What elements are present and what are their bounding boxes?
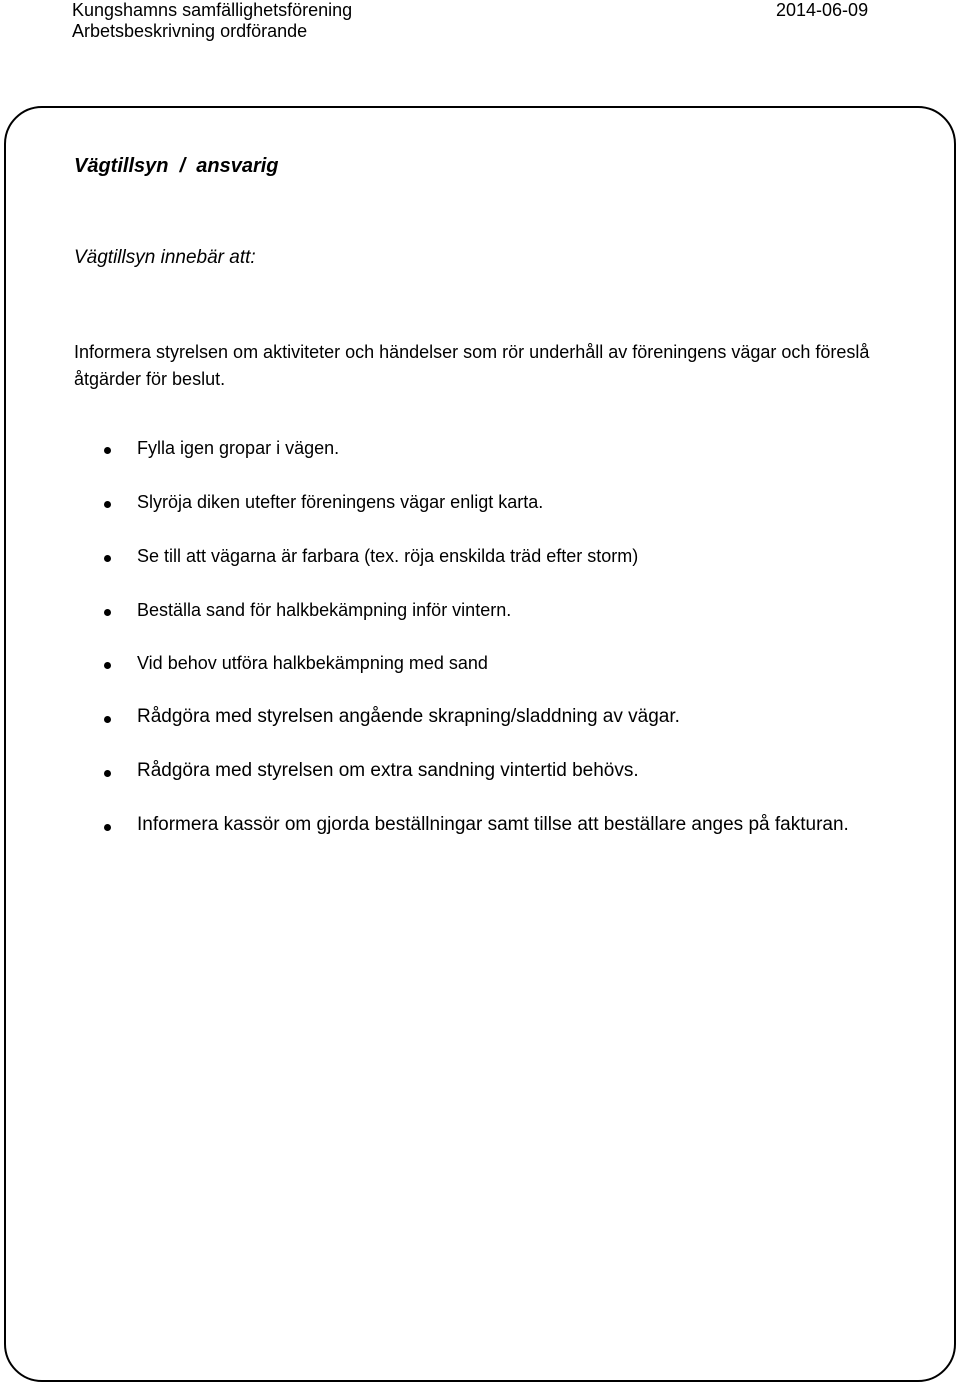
list-item [0, 599, 960, 629]
bullet-icon [104, 555, 111, 562]
list-item-text: Vid behov utföra halkbekämpning med sand [137, 653, 488, 673]
section-subtitle: Vägtillsyn innebär att: [74, 247, 256, 268]
list-item [0, 545, 960, 575]
bullet-icon [104, 447, 111, 454]
list-item-text: Beställa sand för halkbekämpning inför vintern. [137, 600, 512, 620]
organization-name: Kungshamns samfällighetsförening [72, 0, 353, 20]
bullet-icon [104, 824, 111, 831]
bullet-icon [104, 716, 111, 723]
list-item [0, 814, 960, 844]
document-name: Arbetsbeskrivning ordförande [72, 21, 308, 41]
intro-paragraph: Informera styrelsen om aktiviteter och händelser som rör underhåll av föreningens vägar och föreslå åtgärder för beslut. [74, 342, 870, 389]
list-item-text: Rådgöra med styrelsen om extra sandning vintertid behövs. [137, 760, 639, 781]
bullet-icon [104, 770, 111, 777]
content-frame [4, 106, 956, 1382]
list-item [0, 437, 960, 467]
list-item [0, 706, 960, 736]
list-item-text: Informera kassör om gjorda beställningar samt tillse att beställare anges på fakturan. [137, 814, 849, 835]
header-date: 2014-06-09 [776, 0, 869, 20]
bullet-icon [104, 609, 111, 616]
bullet-icon [104, 501, 111, 508]
list-item-text: Rådgöra med styrelsen angående skrapning/sladdning av vägar. [137, 706, 680, 727]
page-header-left [72, 0, 352, 42]
bullet-icon [104, 662, 111, 669]
list-item [0, 491, 960, 521]
list-item-text: Se till att vägarna är farbara (tex. röja enskilda träd efter storm) [137, 546, 639, 566]
list-item-text: Fylla igen gropar i vägen. [137, 438, 340, 458]
list-item-text: Slyröja diken utefter föreningens vägar enligt karta. [137, 492, 544, 512]
page-title: Vägtillsyn / ansvarig [74, 155, 279, 177]
list-item [0, 760, 960, 790]
list-item [0, 652, 960, 682]
